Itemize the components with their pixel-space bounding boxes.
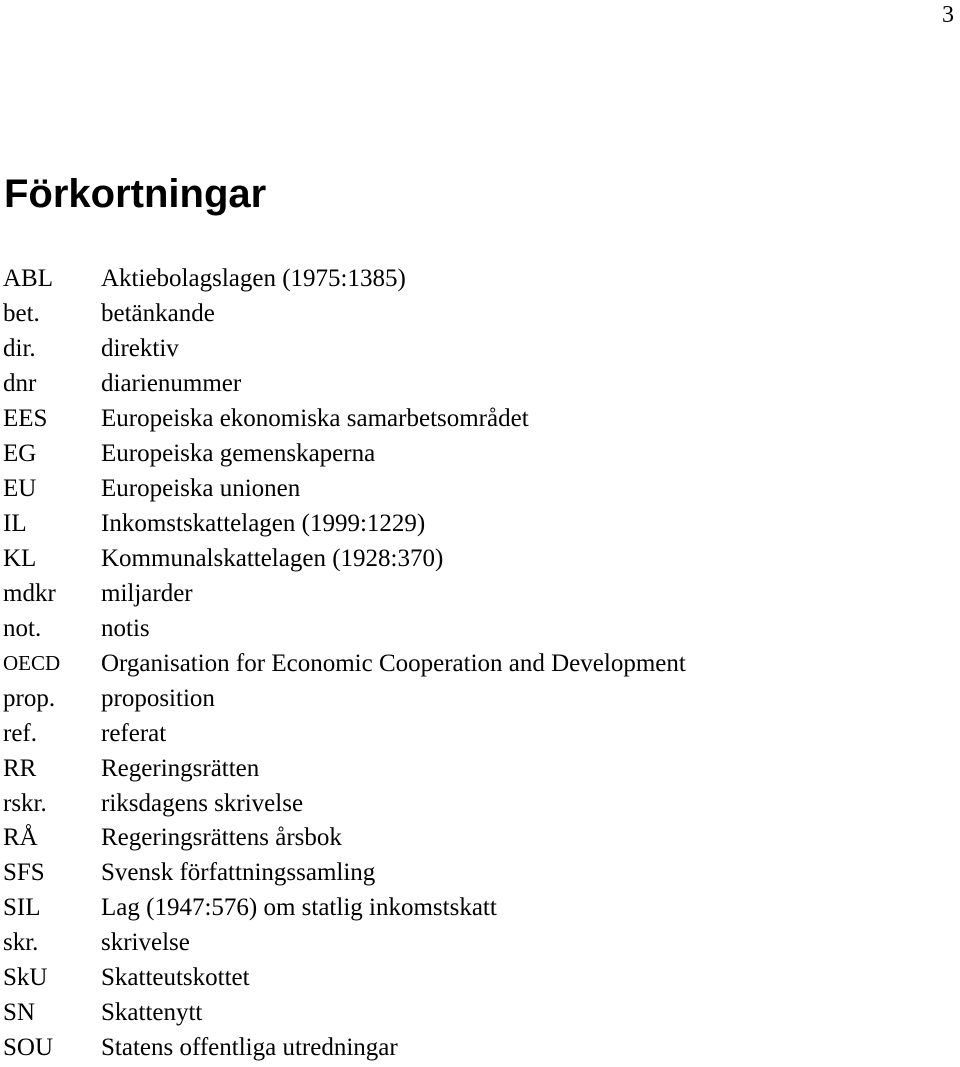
abbreviation-meaning: Inkomstskattelagen (1999:1229) [101,510,426,538]
list-item [0,856,686,891]
abbreviation-meaning: Regeringsrättens årsbok [101,824,342,852]
list-item [0,576,686,611]
list-item [0,891,686,926]
abbreviation-meaning: proposition [101,684,215,712]
abbreviation-meaning: direktiv [101,335,179,363]
list-item [0,367,686,402]
list-item [0,507,686,542]
abbreviation: ABL [3,265,53,293]
list-item [0,821,686,856]
abbreviation: OECD [3,651,61,676]
list-item [0,646,686,681]
abbreviation: mdkr [3,579,56,607]
abbreviation-meaning: miljarder [101,579,193,607]
abbreviation-list [0,262,686,1066]
abbreviation: EES [3,405,48,433]
abbreviation: SkU [3,964,48,992]
abbreviation: not. [3,614,42,642]
abbreviation-meaning: skrivelse [101,929,190,957]
abbreviation: EU [3,475,37,503]
abbreviation-meaning: Aktiebolagslagen (1975:1385) [101,265,406,293]
list-item [0,961,686,996]
abbreviation-meaning: Lag (1947:576) om statlig inkomstskatt [101,894,497,922]
list-item [0,716,686,751]
abbreviation-meaning: Europeiska ekonomiska samarbetsområdet [101,405,529,433]
abbreviation-meaning: diarienummer [101,370,242,398]
list-item [0,751,686,786]
abbreviation-meaning: Europeiska unionen [101,475,301,503]
abbreviation-meaning: Statens offentliga utredningar [101,1034,398,1062]
abbreviation: rskr. [3,789,47,817]
list-item [0,926,686,961]
abbreviation: bet. [3,300,40,328]
abbreviation-meaning: Regeringsrätten [101,754,260,782]
abbreviation: SOU [3,1034,54,1062]
abbreviation-meaning: Skatteutskottet [101,964,250,992]
abbreviation-meaning: referat [101,719,167,747]
list-item [0,402,686,437]
abbreviation: skr. [3,929,39,957]
abbreviation: SN [3,999,35,1027]
abbreviation: dir. [3,335,36,363]
abbreviation: SFS [3,859,45,887]
abbreviation: ref. [3,719,37,747]
abbreviation: IL [3,510,27,538]
abbreviation-meaning: betänkande [101,300,215,328]
list-item [0,332,686,367]
list-item [0,262,686,297]
abbreviation: RÅ [3,824,38,852]
list-item [0,437,686,472]
list-item [0,472,686,507]
list-item [0,1031,686,1066]
list-item [0,996,686,1031]
list-item [0,542,686,577]
abbreviation: RR [3,754,37,782]
abbreviation-meaning: Svensk författningssamling [101,859,376,887]
abbreviation: prop. [3,684,56,712]
list-item [0,297,686,332]
page-number: 3 [942,2,954,28]
abbreviation-meaning: Kommunalskattelagen (1928:370) [101,544,444,572]
abbreviation-meaning: Organisation for Economic Cooperation and Development [101,649,686,677]
abbreviation-meaning: riksdagens skrivelse [101,789,304,817]
list-item [0,611,686,646]
list-item [0,786,686,821]
abbreviation: EG [3,440,37,468]
abbreviation-meaning: Europeiska gemenskaperna [101,440,376,468]
page-title: Förkortningar [4,172,267,216]
list-item [0,681,686,716]
abbreviation-meaning: notis [101,614,150,642]
abbreviation-meaning: Skattenytt [101,999,203,1027]
abbreviation: KL [3,544,37,572]
abbreviation: dnr [3,370,37,398]
abbreviation: SIL [3,894,41,922]
